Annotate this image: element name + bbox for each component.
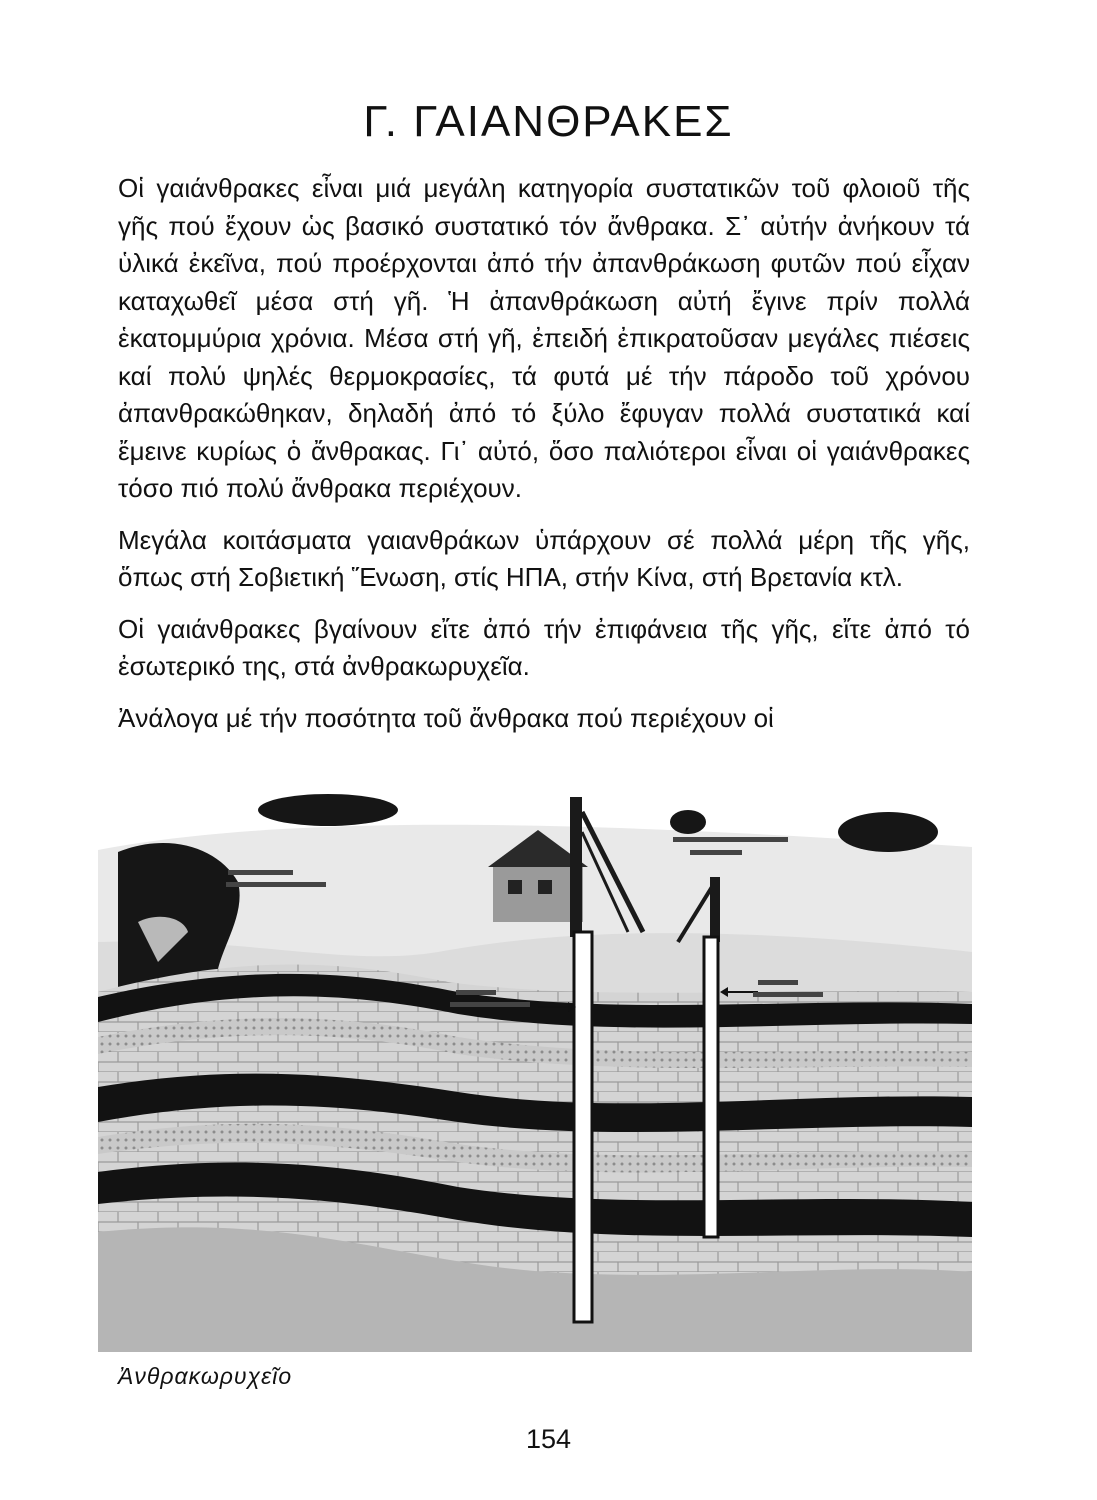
headframe-main: [570, 797, 582, 937]
page-title: Γ. ΓΑΙΑΝΘΡΑΚΕΣ: [363, 97, 734, 147]
mine-building: [493, 867, 583, 922]
paragraph-4: Ἀνάλογα μέ τήν ποσότητα τοῦ ἄνθρακα πού περιέχουν οἱ: [118, 702, 774, 733]
extraction-shaft: [574, 932, 592, 1322]
figure-caption: Ἀνθρακωρυχεῖο: [118, 1363, 293, 1389]
label-ventilation-shaft: [758, 980, 798, 985]
coal-mine-illustration: [98, 792, 972, 1352]
page-number: 154: [525, 1424, 572, 1454]
tree-cluster-left: [258, 794, 398, 826]
tree-cluster-right: [838, 812, 938, 852]
ventilation-shaft: [704, 937, 718, 1237]
body-text: [118, 170, 970, 751]
label-extraction-shaft: [456, 990, 496, 995]
label-mine-shaft: [673, 837, 788, 842]
paragraph-1: Οἱ γαιάνθρακες εἶναι μιά μεγάλη κατηγορία συστατικῶν τοῦ φλοιοῦ τῆς γῆς πού ἔχουν ὡς βασικό συστατικό τόν ἄνθρακα. Σ᾽ αὐτήν ἀνήκουν τά ὑλικά ἐκεῖνα, πού προέρχονται ἀπό τήν ἀπανθράκωση φυτῶν πού εἶχαν καταχωθεῖ μέσα στή γῆ. Ἡ ἀπανθράκωση αὐτή ἔγινε πρίν πολλά ἑκατομμύρια χρόνια. Μέσα στή γῆ, ἐπειδή ἐπικρατοῦσαν μεγάλες πιέσεις καί πολύ ψηλές θερμοκρασίες, τά φυτά μέ τήν πάροδο τοῦ χρόνου ἀπανθρακώθηκαν, δηλαδή ἀπό τό ξύλο ἔφυγαν πολλά συστατικά καί ἔμεινε κυρίως ὁ ἄνθρακας. Γι᾽ αὐτό, ὅσο παλιότεροι εἶναι οἱ γαιάνθρακες τόσο πιό πολύ ἄνθρακα περιέχουν.: [118, 173, 970, 503]
label-open-pit-mine: [228, 870, 293, 875]
paragraph-2: Μεγάλα κοιτάσματα γαιανθράκων ὑπάρχουν σέ πολλά μέρη τῆς γῆς, ὅπως στή Σοβιετική Ἕνωση, στίς ΗΠΑ, στήν Κίνα, στή Βρετανία κτλ.: [118, 524, 970, 592]
paragraph-3: Οἱ γαιάνθρακες βγαίνουν εἴτε ἀπό τήν ἐπιφάνεια τῆς γῆς, εἴτε ἀπό τό ἐσωτερικό της, στά ἀνθρακωρυχεῖα.: [118, 613, 970, 681]
coal-mine-diagram: [98, 792, 972, 1352]
